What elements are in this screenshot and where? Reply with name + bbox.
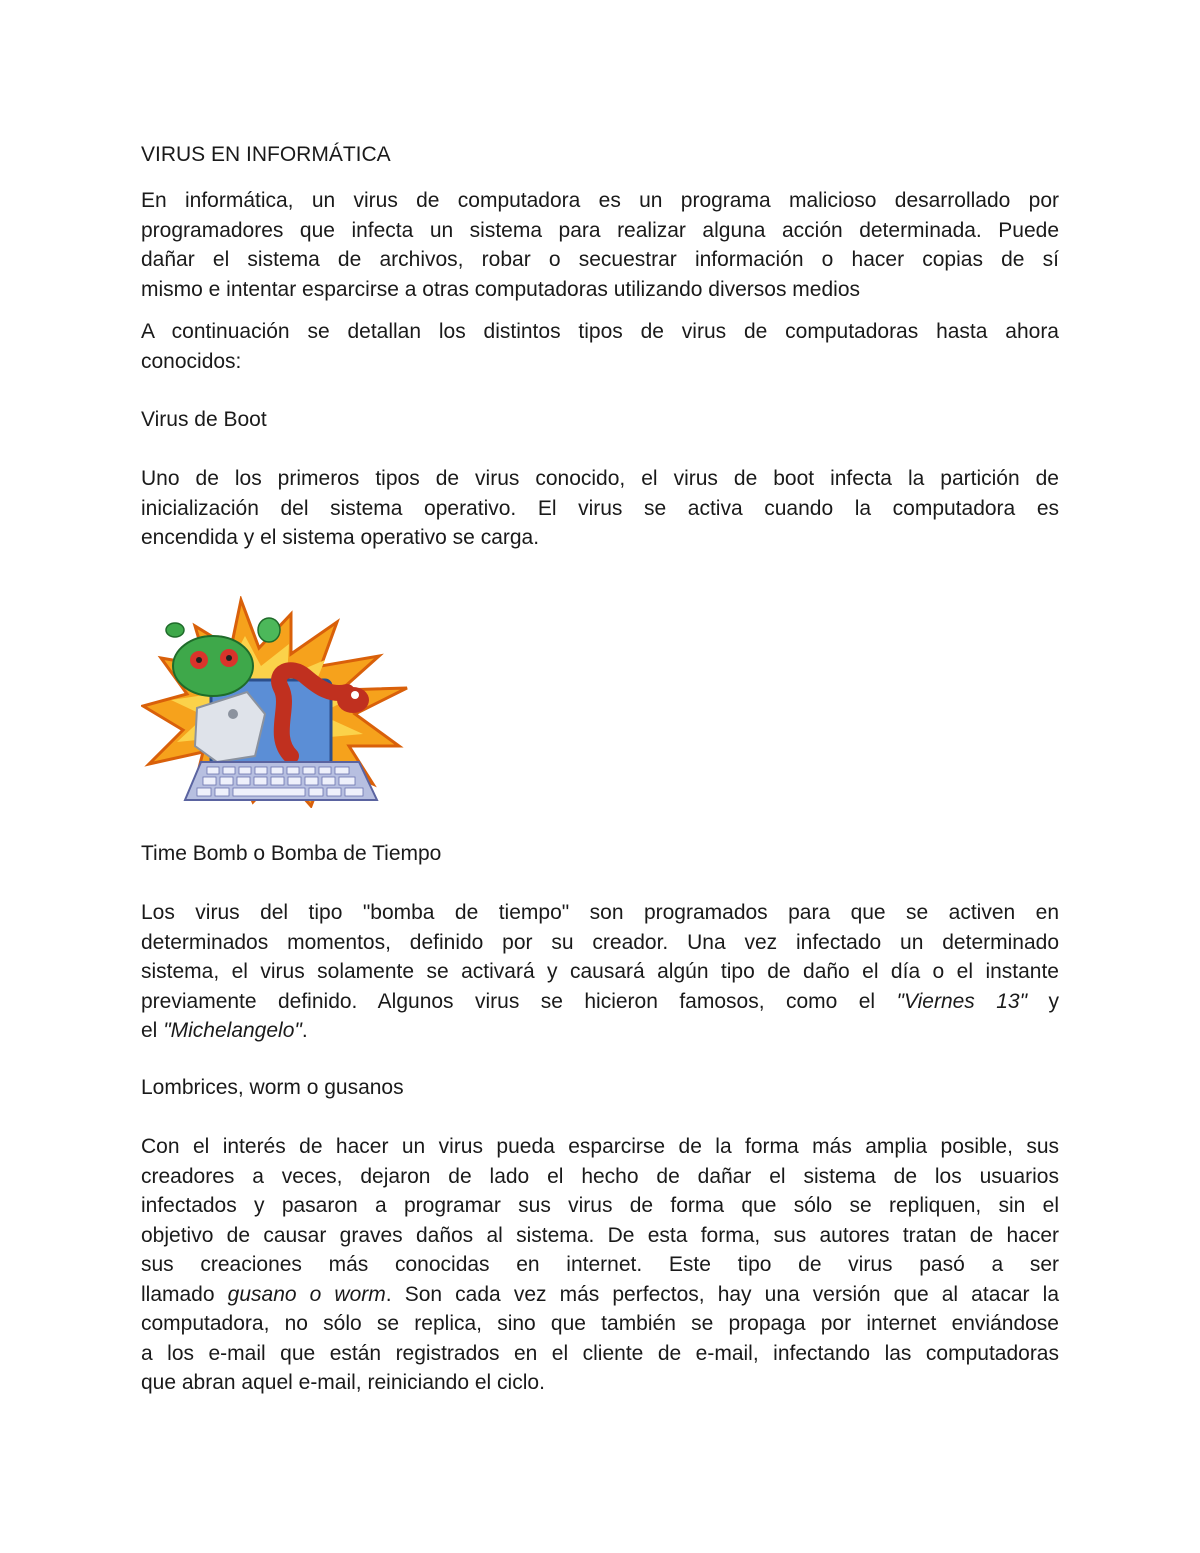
timebomb-connector: y — [1027, 989, 1059, 1013]
worm-paragraph — [141, 1132, 1059, 1398]
worm-line: creadores a veces, dejaron de lado el hecho de dañar el sistema de los usuarios — [141, 1164, 1059, 1188]
intro-line: mismo e intentar esparcirse a otras computadoras utilizando diversos medios — [141, 277, 860, 301]
boot-line: encendida y el sistema operativo se carga. — [141, 526, 540, 549]
small-blob — [166, 623, 184, 637]
intro-paragraph — [141, 186, 1059, 304]
green-monster — [173, 636, 253, 696]
worm-line — [141, 1280, 1059, 1310]
monster-pupil — [226, 655, 232, 661]
timebomb-line: sistema, el virus solamente se activará y causará algún tipo de daño el día o el instante — [141, 960, 1059, 983]
timebomb-paragraph — [141, 898, 1059, 1046]
worm-italic-term: gusano o worm — [227, 1282, 386, 1306]
boot-paragraph — [141, 464, 1059, 553]
small-blob — [258, 618, 280, 642]
intro-line: programadores que infecta un sistema para realizar alguna acción determinada. Puede — [141, 218, 1059, 242]
worm-line: Con el interés de hacer un virus pueda esparcirse de la forma más amplia posible, sus — [141, 1135, 1059, 1158]
worm-line: computadora, no sólo se replica, sino que también se propaga por internet enviándose — [141, 1312, 1059, 1335]
timebomb-line — [141, 987, 1059, 1017]
intro-line: En informática, un virus de computadora es un programa malicioso desarrollado por — [141, 189, 1059, 212]
timebomb-italic-michelangelo: "Michelangelo" — [163, 1019, 302, 1042]
intro-line: dañar el sistema de archivos, robar o secuestrar información o hacer copias de sí — [141, 248, 1059, 271]
timebomb-line: determinados momentos, definido por su creador. Una vez infectado un determinado — [141, 930, 1059, 954]
worm-line: que abran aquel e-mail, reiniciando el ciclo. — [141, 1371, 545, 1394]
virus-computer-illustration — [141, 596, 409, 808]
timebomb-italic-viernes: "Viernes 13" — [896, 989, 1028, 1013]
section-heading-worm: Lombrices, worm o gusanos — [141, 1076, 404, 1099]
timebomb-line: Los virus del tipo "bomba de tiempo" son programados para que se activen en — [141, 901, 1059, 924]
boot-line: inicialización del sistema operativo. El virus se activa cuando la computadora es — [141, 496, 1059, 520]
worm-line: infectados y pasaron a programar sus virus de forma que sólo se repliquen, sin el — [141, 1194, 1059, 1217]
section-heading-boot: Virus de Boot — [141, 408, 267, 431]
worm-eye — [351, 691, 359, 699]
timebomb-last-suffix: . — [301, 1019, 308, 1042]
worm-line: sus creaciones más conocidas en internet. Este tipo de virus pasó a ser — [141, 1253, 1059, 1276]
lead-line: conocidos: — [141, 349, 242, 373]
worm-line6-prefix: llamado — [141, 1282, 228, 1306]
lead-paragraph — [141, 317, 1059, 376]
lead-line: A continuación se detallan los distintos tipos de virus de computadoras hasta ahora — [141, 320, 1059, 343]
worm-line: a los e-mail que están registrados en el cliente de e-mail, infectando las computadoras — [141, 1341, 1059, 1365]
worm-line: objetivo de causar graves daños al sistema. De esta forma, sus autores tratan de hacer — [141, 1223, 1059, 1247]
section-heading-timebomb: Time Bomb o Bomba de Tiempo — [141, 842, 442, 865]
timebomb-line — [141, 1016, 1059, 1046]
timebomb-line-text: previamente definido. Algunos virus se hicieron famosos, como el — [141, 989, 876, 1013]
document-title: VIRUS EN INFORMÁTICA — [141, 143, 391, 166]
timebomb-last-prefix: el — [141, 1019, 164, 1042]
horse-eye — [228, 709, 238, 719]
worm-line6-suffix: . Son cada vez más perfectos, hay una versión que al atacar la — [385, 1282, 1059, 1306]
boot-line: Uno de los primeros tipos de virus conocido, el virus de boot infecta la partición de — [141, 467, 1059, 490]
worm-head — [337, 687, 369, 713]
monster-pupil — [196, 657, 202, 663]
